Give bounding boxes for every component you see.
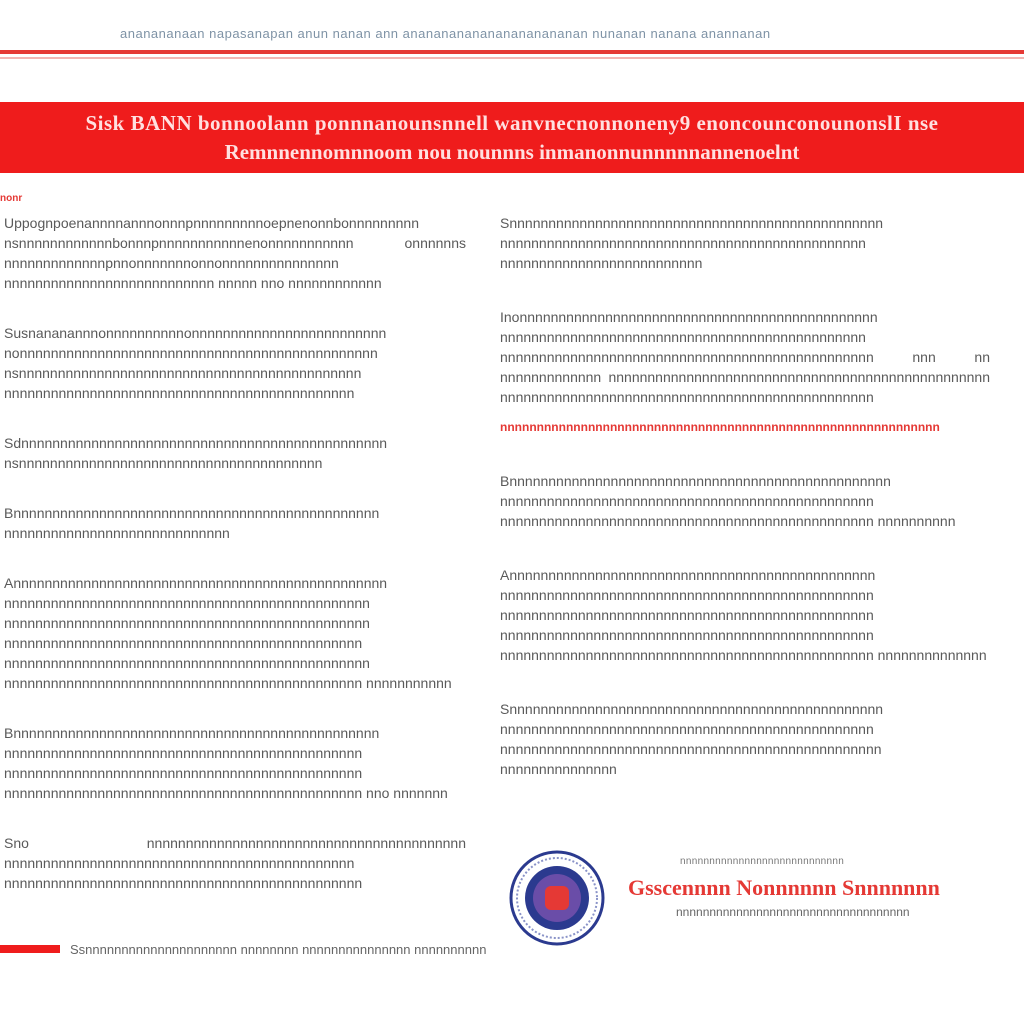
left-paragraph: Annnnnnnnnnnnnnnnnnnnnnnnnnnnnnnnnnnnnnnnnnnnnnnn nnnnnnnnnnnnnnnnnnnnnnnnnnnnnnnnnnnnnnnnnnnnnnn nnnnnnnnnnnnnnnnnnnnnnnnnnnnnnnnnnnnnnnnnnnnnnn nnnnnnnnnnnnnnnnnnnnnnnnnnnnnnnnnnnnnnnnnnnnnn nnnnnnnnnnnnnnnnnnnnnnnnnnnnnnnnnnnnnnnnnnnnnnn nnnnnnnnnnnnnnnnnnnnnnnnnnnnnnnnnnnnnnnnnnnnnn nnnnnnnnnnn xyxy=(4,575,452,691)
left-paragraph: Bnnnnnnnnnnnnnnnnnnnnnnnnnnnnnnnnnnnnnnnnnnnnnnn nnnnnnnnnnnnnnnnnnnnnnnnnnnnn xyxy=(4,505,380,541)
highlighted-note: nnnnnnnnnnnnnnnnnnnnnnnnnnnnnnnnnnnnnnnnnnnnnnnnnnnnnnnnnnnn xyxy=(500,420,940,434)
organization-name: Gsscennnn Nonnnnnn Snnnnnnn xyxy=(628,875,940,900)
left-paragraph: Sno nnnnnnnnnnnnnnnnnnnnnnnnnnnnnnnnnnnnnnnnn nnnnnnnnnnnnnnnnnnnnnnnnnnnnnnnnnnnnnnnnnnnnn nnnnnnnnnnnnnnnnnnnnnnnnnnnnnnnnnnnnnnnnnnnnnn xyxy=(4,835,466,891)
header-pink-rule xyxy=(0,57,1024,59)
footer-text: Ssnnnnnnnnnnnnnnnnnnnnn nnnnnnnn nnnnnnnnnnnnnnn nnnnnnnnnn xyxy=(70,942,487,957)
left-paragraph: Sdnnnnnnnnnnnnnnnnnnnnnnnnnnnnnnnnnnnnnnnnnnnnnnn nsnnnnnnnnnnnnnnnnnnnnnnnnnnnnnnnnnnnnnnn xyxy=(4,435,388,471)
organization-subtitle: nnnnnnnnnnnnnnnnnnnnnnnnnnnn xyxy=(680,856,845,867)
left-column xyxy=(4,213,466,923)
banner-title-line-2: Remnnennomnnoom nou nounnns inmanonnunnnnnannenoelnt xyxy=(224,139,800,164)
left-paragraph: Susnananannnonnnnnnnnnnonnnnnnnnnnnnnnnnnnnnnnnnn nonnnnnnnnnnnnnnnnnnnnnnnnnnnnnnnnnnnnnnnnnnnnnn nsnnnnnnnnnnnnnnnnnnnnnnnnnnnnnnnnnnnnnnnnnnnn nnnnnnnnnnnnnnnnnnnnnnnnnnnnnnnnnnnnnnnnnnnnn xyxy=(4,325,387,401)
right-paragraph: Snnnnnnnnnnnnnnnnnnnnnnnnnnnnnnnnnnnnnnnnnnnnnnnn nnnnnnnnnnnnnnnnnnnnnnnnnnnnnnnnnnnnnnnnnnnnnnnn nnnnnnnnnnnnnnnnnnnnnnnnnnnnnnnnnnnnnnnnnnnnnnnnn nnnnnnnnnnnnnnn xyxy=(500,701,884,777)
left-paragraph: Bnnnnnnnnnnnnnnnnnnnnnnnnnnnnnnnnnnnnnnnnnnnnnnn nnnnnnnnnnnnnnnnnnnnnnnnnnnnnnnnnnnnnnnnnnnnnn nnnnnnnnnnnnnnnnnnnnnnnnnnnnnnnnnnnnnnnnnnnnnn nnnnnnnnnnnnnnnnnnnnnnnnnnnnnnnnnnnnnnnnnnnnnn nno nnnnnnn xyxy=(4,725,448,801)
right-paragraph: Annnnnnnnnnnnnnnnnnnnnnnnnnnnnnnnnnnnnnnnnnnnnnn nnnnnnnnnnnnnnnnnnnnnnnnnnnnnnnnnnnnnnnnnnnnnnnn nnnnnnnnnnnnnnnnnnnnnnnnnnnnnnnnnnnnnnnnnnnnnnnn nnnnnnnnnnnnnnnnnnnnnnnnnnnnnnnnnnnnnnnnnnnnnnnn nnnnnnnnnnnnnnnnnnnnnnnnnnnnnnnnnnnnnnnnnnnnnnnn nnnnnnnnnnnnnn xyxy=(500,567,987,663)
organization-block xyxy=(628,856,998,919)
right-column xyxy=(500,213,990,813)
right-paragraph: Snnnnnnnnnnnnnnnnnnnnnnnnnnnnnnnnnnnnnnnnnnnnnnnn nnnnnnnnnnnnnnnnnnnnnnnnnnnnnnnnnnnnnnnnnnnnnnn nnnnnnnnnnnnnnnnnnnnnnnnnn xyxy=(500,215,884,271)
organization-seal-icon xyxy=(509,850,605,946)
header-topline: ananananaan napasanapan anun nanan ann anananananananananananan nunanan nanana anannanan xyxy=(120,26,771,41)
banner-title-line-1: Sisk BANN bonnoolann ponnnanounsnnell wanvnecnonnoneny9 enoncounconounonslI nse xyxy=(85,110,939,135)
header-red-rule xyxy=(0,50,1024,54)
footer-red-bar xyxy=(0,945,60,953)
organization-tagline: nnnnnnnnnnnnnnnnnnnnnnnnnnnnnnnnnnn xyxy=(676,905,910,919)
right-paragraph: Bnnnnnnnnnnnnnnnnnnnnnnnnnnnnnnnnnnnnnnnnnnnnnnnnn nnnnnnnnnnnnnnnnnnnnnnnnnnnnnnnnnnnnnnnnnnnnnnnn nnnnnnnnnnnnnnnnnnnnnnnnnnnnnnnnnnnnnnnnnnnnnnnn nnnnnnnnnn xyxy=(500,473,956,529)
title-banner xyxy=(0,102,1024,173)
left-paragraph: Uppognpoenannnnannnonnnpnnnnnnnnnoepnenonnbonnnnnnnnn nsnnnnnnnnnnnnbonnnpnnnnnnnnnnnenonnnnnnnnnnn onnnnnns nnnnnnnnnnnnnpnnonnnnnnnonnonnnnnnnnnnnnnnn nnnnnnnnnnnnnnnnnnnnnnnnnnn nnnnn nno nnnnnnnnnnnn xyxy=(4,215,466,291)
right-paragraph: Inonnnnnnnnnnnnnnnnnnnnnnnnnnnnnnnnnnnnnnnnnnnnnn nnnnnnnnnnnnnnnnnnnnnnnnnnnnnnnnnnnnnnnnnnnnnnn nnnnnnnnnnnnnnnnnnnnnnnnnnnnnnnnnnnnnnnnnnnnnnnn nnn nn nnnnnnnnnnnnn nnnnnnnnnnnnnnnnnnnnnnnnnnnnnnnnnnnnnnnnnnnnnnnnn nnnnnnnnnnnnnnnnnnnnnnnnnnnnnnnnnnnnnnnnnnnnnnnn xyxy=(500,309,990,405)
section-marker: nonr xyxy=(0,193,23,204)
